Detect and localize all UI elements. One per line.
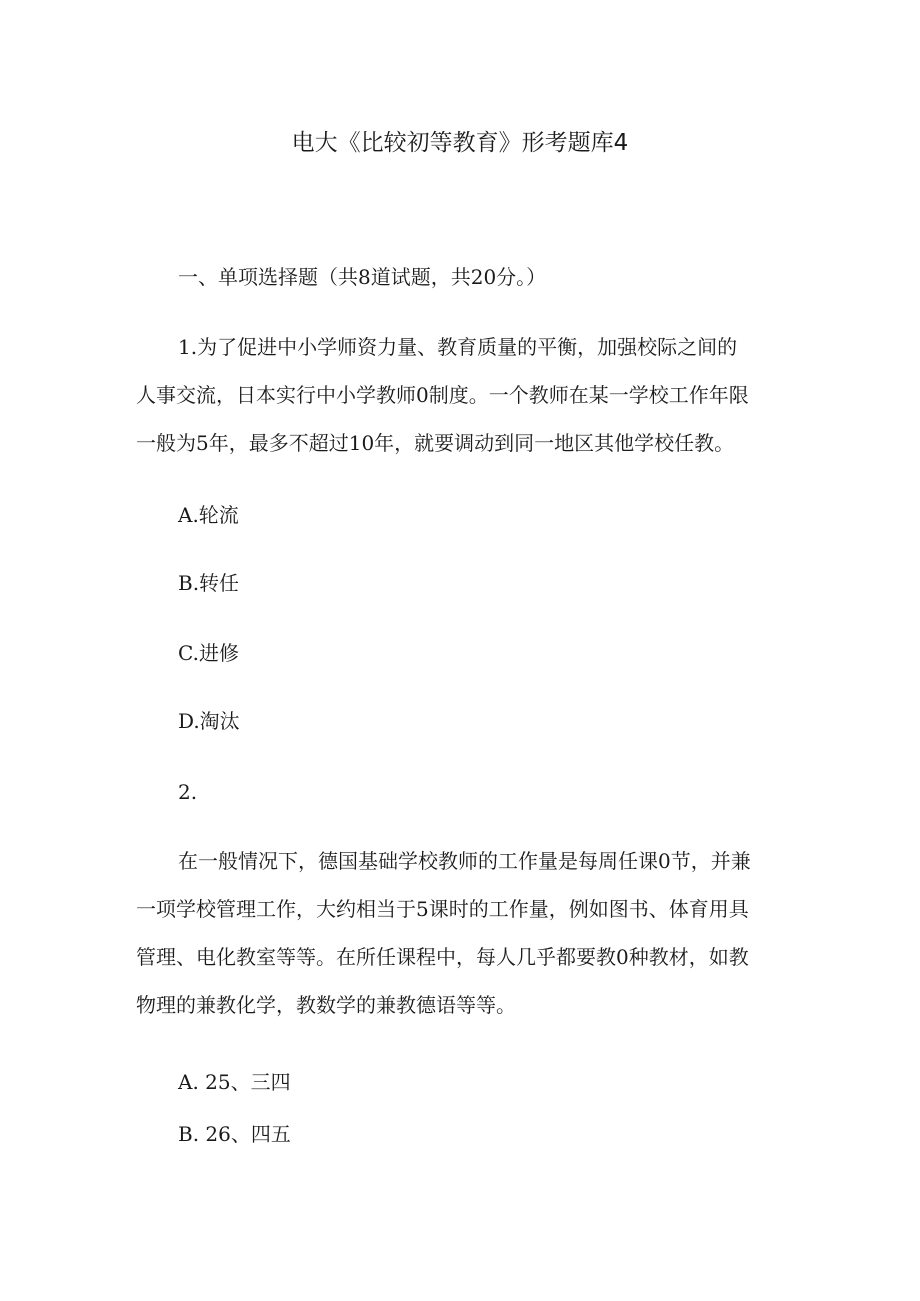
question-text-line: 管理、电化教室等等。在所任课程中，每人几乎都要教0种教材，如教 xyxy=(136,945,749,969)
question-text-line: 在一般情况下，德国基础学校教师的工作量是每周任课0节，并兼 xyxy=(178,849,751,873)
option-c: C.进修 xyxy=(178,641,239,665)
option-b: B.转任 xyxy=(178,571,240,595)
question-text-line: 1.为了促进中小学师资力量、教育质量的平衡，加强校际之间的 xyxy=(178,335,738,359)
question-number: 2. xyxy=(178,780,198,804)
question-text-line: 物理的兼教化学，教数学的兼教德语等等。 xyxy=(136,993,516,1017)
option-a: A. 25、三四 xyxy=(178,1070,291,1094)
option-b: B. 26、四五 xyxy=(178,1122,291,1146)
question-text-line: 人事交流，日本实行中小学教师0制度。一个教师在某一学校工作年限 xyxy=(136,383,749,407)
document-title: 电大《比较初等教育》形考题库4 xyxy=(291,130,629,156)
section-heading: 一、单项选择题（共8道试题，共20分。） xyxy=(178,265,547,289)
question-text-line: 一项学校管理工作，大约相当于5课时的工作量，例如图书、体育用具 xyxy=(136,897,749,921)
option-a: A.轮流 xyxy=(178,503,239,527)
option-d: D.淘汰 xyxy=(178,709,240,733)
question-text-line: 一般为5年，最多不超过10年，就要调动到同一地区其他学校任教。 xyxy=(136,431,735,455)
